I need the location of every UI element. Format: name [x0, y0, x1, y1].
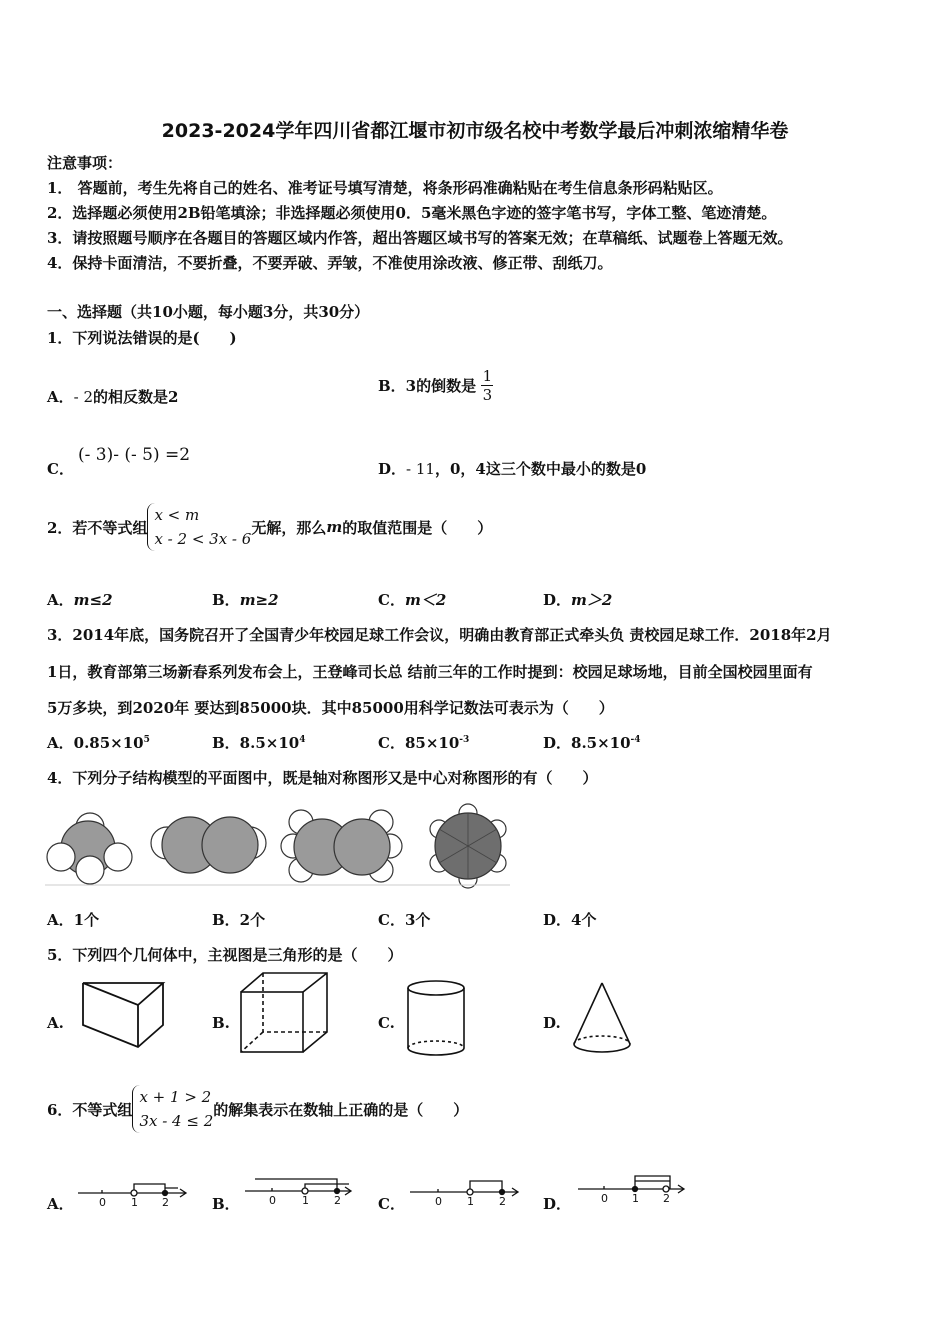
- notice-item: 2．选择题必须使用2B铅笔填涂；非选择题必须使用0．5毫米黑色字迹的签字笔书写，字体工整、笔迹清楚。: [47, 204, 777, 222]
- notice-item: 1． 答题前，考生先将自己的姓名、准考证号填写清楚，将条形码准确粘贴在考生信息条形码粘贴区。: [47, 179, 723, 197]
- q2-option-a: A．m≤2: [47, 591, 113, 609]
- notice-heading: 注意事项：: [47, 154, 123, 172]
- q3-line: 1日，教育部第三场新春系列发布会上，王登峰司长总 结前三年的工作时提到：校园足球场地，目前全国校园里面有: [47, 663, 813, 681]
- cylinder-figure: [405, 978, 470, 1060]
- notice-item: 3．请按照题号顺序在各题目的答题区域内作答，超出答题区域书写的答案无效；在草稿纸、试题卷上答题无效。: [47, 229, 793, 247]
- q6-label-a: A．: [47, 1195, 74, 1213]
- q4-option-a: A．1个: [47, 911, 100, 929]
- q5-label-d: D.: [543, 1014, 561, 1032]
- tick-label: 0: [435, 1195, 442, 1208]
- tick-label: 0: [601, 1192, 608, 1205]
- cone-figure: [570, 980, 635, 1060]
- q2-option-b: B．m≥2: [212, 591, 279, 609]
- q6-label-c: C．: [378, 1195, 405, 1213]
- q5-label-a: A.: [47, 1014, 64, 1032]
- number-line-d: [578, 1172, 688, 1204]
- tick-label: 2: [663, 1192, 670, 1205]
- number-line-c: [410, 1177, 522, 1207]
- page-title: 2023-2024学年四川省都江堰市初市级名校中考数学最后冲刺浓缩精华卷: [161, 120, 789, 142]
- section-heading: 一、选择题（共10小题，每小题3分，共30分）: [47, 303, 370, 321]
- q3-option-a: A．$0.85\times 10^5$: [47, 734, 150, 752]
- q5-label-c: C.: [378, 1014, 395, 1032]
- q6-label-d: D．: [543, 1195, 572, 1213]
- q2-option-d: D．m＞2: [543, 591, 613, 609]
- q1-stem: 1．下列说法错误的是( ): [47, 329, 237, 347]
- q1-option-c-math: (- 3)- (- 5) =2: [78, 445, 191, 465]
- q5-stem: 5．下列四个几何体中，主视图是三角形的是（ ）: [47, 946, 403, 964]
- tick-label: 1: [632, 1192, 639, 1205]
- q3-line: 5万多块，到2020年 要达到85000块．其中85000用科学记数法可表示为（ ）: [47, 699, 614, 717]
- tick-label: 2: [162, 1196, 169, 1209]
- q2-option-c: C．m＜2: [378, 591, 447, 609]
- q1-option-c: C．: [47, 460, 74, 478]
- tick-label: 0: [269, 1194, 276, 1207]
- q4-option-b: B．2个: [212, 911, 266, 929]
- q6-stem: 6．不等式组 x + 1 > 2 3x - 4 ≤ 2 的解集表示在数轴上正确的是（ ）: [47, 1085, 468, 1133]
- molecule-2: [151, 817, 266, 873]
- q3-option-c: C．$85\times 10^{-3}$: [378, 734, 470, 752]
- tick-label: 1: [131, 1196, 138, 1209]
- molecule-4: [430, 804, 506, 888]
- tick-label: 2: [499, 1195, 506, 1208]
- q3-option-d: D．$8.5\times 10^{-4}$: [543, 734, 641, 752]
- tick-label: 1: [467, 1195, 474, 1208]
- molecule-figures: [45, 805, 510, 887]
- notice-item: 4．保持卡面清洁，不要折叠，不要弄破、弄皱，不准使用涂改液、修正带、刮纸刀。: [47, 254, 613, 272]
- q4-stem: 4．下列分子结构模型的平面图中，既是轴对称图形又是中心对称图形的有（ ）: [47, 769, 598, 787]
- q4-option-c: C．3个: [378, 911, 431, 929]
- q3-option-b: B．$8.5\times 10^4$: [212, 734, 306, 752]
- tick-label: 2: [334, 1194, 341, 1207]
- q5-label-b: B.: [212, 1014, 230, 1032]
- triangular-prism-figure: [78, 975, 168, 1053]
- q4-option-d: D．4个: [543, 911, 597, 929]
- number-line-a: [78, 1178, 188, 1208]
- q3-line: 3．2014年底，国务院召开了全国青少年校园足球工作会议，明确由教育部正式牵头负 责校园足球工作．2018年2月: [47, 626, 832, 644]
- molecule-1: [47, 813, 132, 884]
- number-line-b: [245, 1175, 355, 1207]
- q1-option-a: A．- 2的相反数是2: [47, 388, 179, 406]
- cube-figure: [238, 970, 333, 1055]
- q6-label-b: B．: [212, 1195, 240, 1213]
- q1-option-b: B．3的倒数是 $\frac{1}{3}$: [378, 367, 493, 404]
- molecule-3: [281, 810, 402, 882]
- q1-option-d: D．- 11，0，4这三个数中最小的数是0: [378, 460, 647, 478]
- tick-label: 1: [302, 1194, 309, 1207]
- tick-label: 0: [99, 1196, 106, 1209]
- q2-stem: 2．若不等式组 x < m x - 2 < 3x - 6 无解，那么 m 的取值范围是（ ）: [47, 503, 492, 551]
